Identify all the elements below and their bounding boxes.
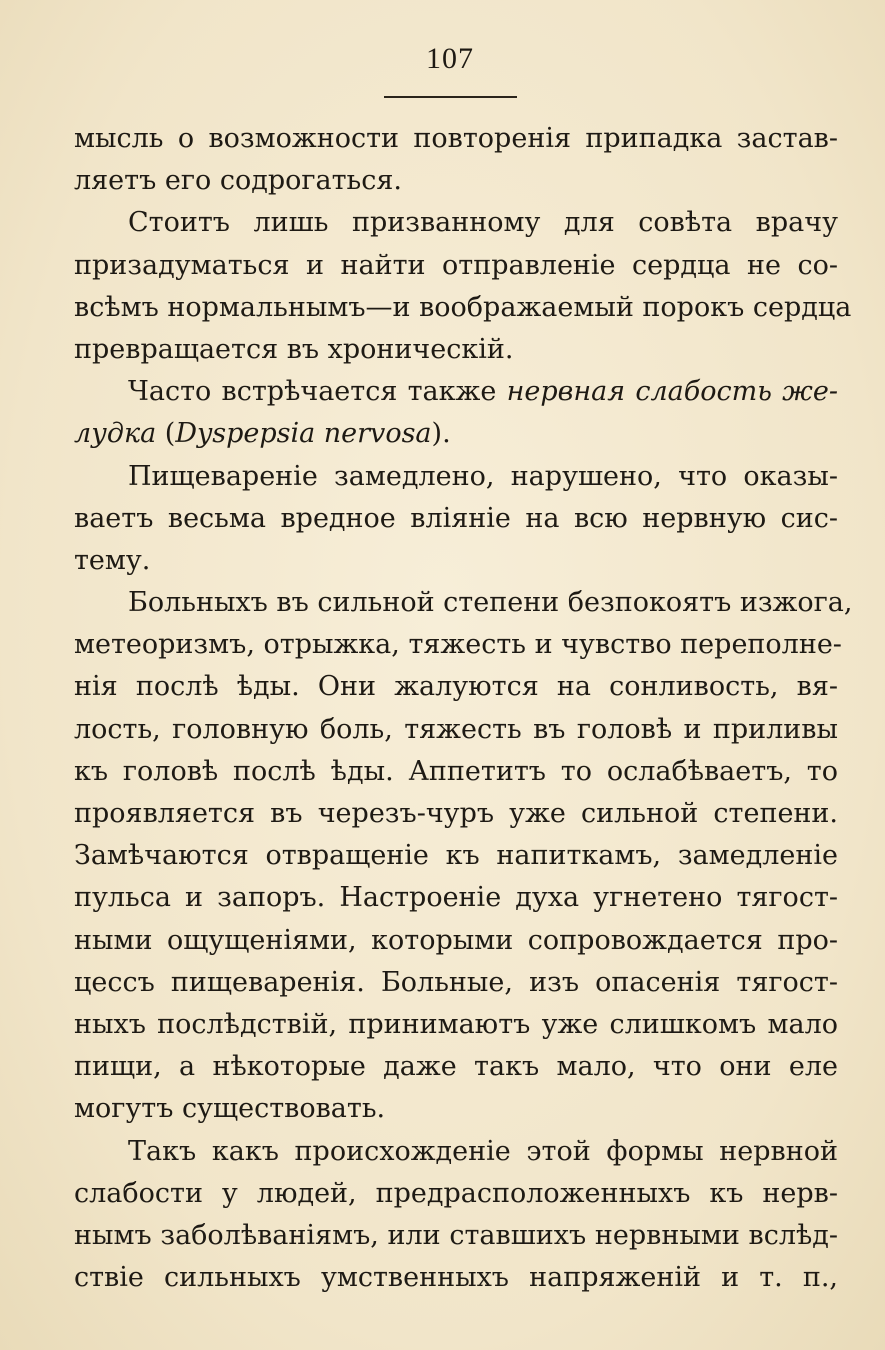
paragraph (74, 371, 838, 455)
paragraph (74, 582, 853, 1130)
text-line: цессъ пищеваренія. Больные, изъ опасенія тягост- (74, 966, 838, 998)
italic-term: лудка (74, 418, 157, 450)
text-line: ствіе сильныхъ умственныхъ напряженій и т. п., (74, 1262, 838, 1294)
paragraph (74, 118, 838, 202)
text-line: ляетъ его содрогаться. (74, 165, 402, 197)
page-number: 107 (426, 42, 474, 75)
text-line: тему. (74, 544, 151, 576)
header-rule (384, 96, 517, 98)
italic-latin-term: Dyspepsia nervosa (175, 418, 432, 450)
text-line: слабости у людей, предрасположенныхъ къ нерв- (74, 1177, 838, 1209)
text-line: нія послѣ ѣды. Они жалуются на сонливость, вя- (74, 671, 838, 703)
paragraph (74, 456, 838, 583)
text-line (74, 413, 838, 455)
text-line: мысль о возможности повторенія припадка застав- (74, 123, 838, 154)
text-run: Часто встрѣчается также (128, 376, 507, 408)
text-line: Такъ какъ происхожденіе этой формы нервной (128, 1135, 838, 1167)
text-line: лость, головную боль, тяжесть въ головѣ и приливы (74, 713, 838, 745)
text-line (74, 371, 838, 413)
text-line: призадуматься и найти отправленіе сердца не со- (74, 249, 838, 281)
paragraph (74, 202, 852, 371)
text-line: къ головѣ послѣ ѣды. Аппетитъ то ослабѣваетъ, то (74, 755, 838, 787)
text-line: проявляется въ черезъ-чуръ уже сильной степени. (74, 798, 838, 829)
text-line: метеоризмъ, отрыжка, тяжесть и чувство переполне- (74, 629, 842, 661)
text-line: всѣмъ нормальнымъ—и воображаемый порокъ сердца (74, 291, 852, 323)
text-line: превращается въ хроническій. (74, 333, 514, 365)
text-line: ваетъ весьма вредное вліяніе на всю нервную сис- (74, 502, 838, 534)
text-line: нымъ заболѣваніямъ, или ставшихъ нервными вслѣд- (74, 1219, 838, 1251)
text-line: Больныхъ въ сильной степени безпокоятъ изжога, (128, 587, 853, 619)
text-line: ными ощущеніями, которыми сопровождается про- (74, 924, 838, 956)
text-line: Стоитъ лишь призванному для совѣта врачу (128, 207, 838, 239)
text-line: пульса и запоръ. Настроеніе духа угнетено тягост- (74, 882, 838, 914)
text-line: могутъ существовать. (74, 1093, 386, 1125)
text-line: Замѣчаются отвращеніе къ напиткамъ, замедленіе (74, 840, 838, 872)
text-line: ныхъ послѣдствій, принимаютъ уже слишкомъ мало (74, 1008, 838, 1040)
text-run: ( (156, 418, 176, 450)
text-line: Пищевареніе замедлено, нарушено, что оказы- (128, 460, 838, 492)
paragraph (74, 1131, 838, 1300)
text-line: пищи, а нѣкоторые даже такъ мало, что они еле (74, 1051, 838, 1083)
body-text (74, 118, 853, 1299)
italic-term: нервная слабость же- (506, 376, 838, 408)
text-run: ). (431, 418, 451, 450)
